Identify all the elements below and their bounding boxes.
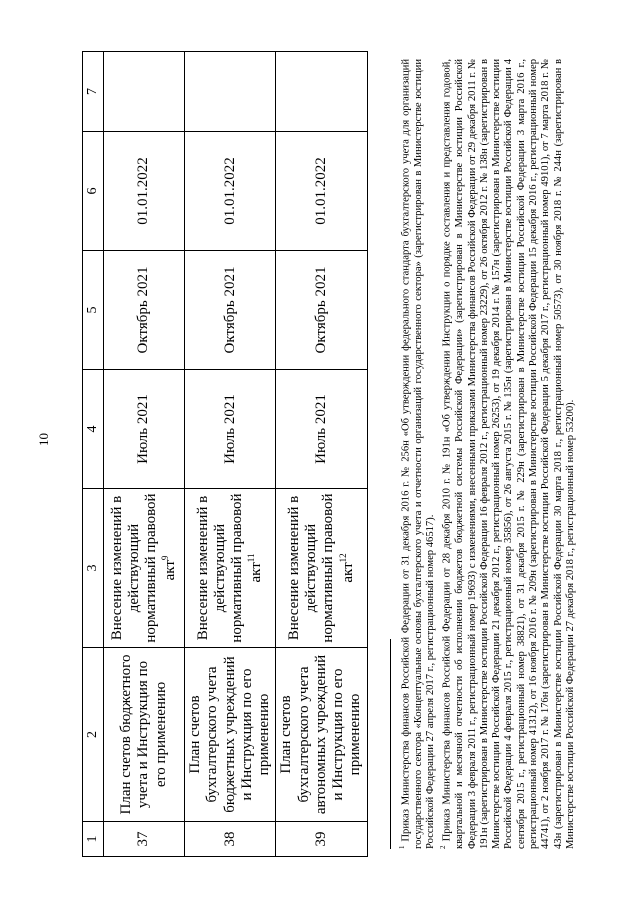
footnotes xyxy=(396,59,577,849)
header-col-6: 6 xyxy=(83,132,104,251)
footnote-text: Приказ Министерства финансов Российской Федерации от 28 декабря 2010 г. № 191н «Об утверждении Инструкции о порядке составления и представления годовой, квартальной и месячной отчетности об исполнении бюджетов бюджетной системы Российской Федерации» (зарегистрирован в Министерстве юстиции Российской Федерации 3 февраля 2011 г., регистрационный номер 19693) с изменениями, внесенными приказами Министерства финансов Российской Федерации от 29 декабря 2011 г. № 191н (зарегистрирован в Министерстве юстиции Российской Федерации 16 февраля 2012 г., регистрационный номер 23229), от 26 октября 2012 г. № 138н (зарегистрирован в Министерстве юстиции Российской Федерации 21 декабря 2012 г., регистрационный номер 26253), от 19 декабря 2014 г. № 157н (зарегистрирован в Министерстве юстиции Российской Федерации 4 февраля 2015 г., регистрационный номер 35856), от 26 августа 2015 г. № 135н (зарегистрирован в Министерстве юстиции Российской Федерации 4 сентября 2015 г., регистрационный номер 38821), от 31 декабря 2015 г. № 229н (зарегистрирован в Министерстве юстиции Российской Федерации 3 марта 2016 г., регистрационный номер 41312), от 16 ноября 2016 г. № 209н (зарегистрирован в Министерстве юстиции Российской Федерации 15 декабря 2016 г., регистрационный номер 44741), от 2 ноября 2017 г. № 176н (зарегистрирован в Министерстве юстиции Российской Федерации 5 декабря 2017 г., регистрационный номер 49101), от 7 марта 2018 г. № 43н (зарегистрирован в Министерстве юстиции Российской Федерации 30 марта 2018 г., регистрационный номер 50573), от 30 ноября 2018 г. № 244н (зарегистрирован в Министерстве юстиции Российской Федерации 27 декабря 2018 г., регистрационный номер 53200). xyxy=(441,59,576,849)
effective-date: 01.01.2022 xyxy=(185,132,276,251)
action-text: Внесение изменений в действующий нормативный правовой акт xyxy=(285,493,356,643)
document-name: План счетов бухгалтерского учета бюджетных учреждений и Инструкция по его применению xyxy=(185,648,276,822)
table-row xyxy=(276,52,367,857)
footnote-mark: 1 xyxy=(398,845,406,849)
note-cell xyxy=(104,52,185,132)
end-date: Октябрь 2021 xyxy=(276,251,367,370)
start-date: Июль 2021 xyxy=(185,370,276,489)
action-cell xyxy=(104,489,185,648)
header-col-7: 7 xyxy=(83,52,104,132)
footnote-ref: 12 xyxy=(337,553,348,563)
note-cell xyxy=(185,52,276,132)
action-text: Внесение изменений в действующий нормативный правовой акт xyxy=(194,493,265,643)
start-date: Июль 2021 xyxy=(104,370,185,489)
start-date: Июль 2021 xyxy=(276,370,367,489)
page-number: 10 xyxy=(36,433,51,446)
header-col-1: 1 xyxy=(83,822,104,857)
plan-table xyxy=(82,51,368,857)
table-header-row xyxy=(83,52,104,857)
table-row xyxy=(185,52,276,857)
row-number: 38 xyxy=(185,822,276,857)
header-col-3: 3 xyxy=(83,489,104,648)
note-cell xyxy=(276,52,367,132)
table-row xyxy=(104,52,185,857)
footnote-ref: 11 xyxy=(246,553,257,563)
footnote xyxy=(396,59,437,849)
action-cell xyxy=(276,489,367,648)
effective-date: 01.01.2022 xyxy=(276,132,367,251)
footnote-divider xyxy=(390,639,391,849)
footnote-text: Приказ Министерства финансов Российской Федерации от 31 декабря 2016 г. № 256н «Об утверждении федерального стандарта бухгалтерского учета для организаций государственного сектора «Концептуальные основы бухгалтерского учета и отчетности организаций государственного сектора» (зарегистрирован в Министерстве юстиции Российской Федерации 27 апреля 2017 г., регистрационный номер 46517). xyxy=(400,59,437,849)
header-col-4: 4 xyxy=(83,370,104,489)
footnote-mark: 2 xyxy=(439,845,448,849)
header-col-2: 2 xyxy=(83,648,104,822)
effective-date: 01.01.2022 xyxy=(104,132,185,251)
end-date: Октябрь 2021 xyxy=(185,251,276,370)
row-number: 39 xyxy=(276,822,367,857)
document-name: План счетов бюджетного учета и Инструкция по его применению xyxy=(104,648,185,822)
footnote xyxy=(437,59,577,849)
footnote-ref: 9 xyxy=(160,555,171,561)
action-text: Внесение изменений в действующий нормативный правовой акт xyxy=(108,493,179,643)
end-date: Октябрь 2021 xyxy=(104,251,185,370)
header-col-5: 5 xyxy=(83,251,104,370)
action-cell xyxy=(185,489,276,648)
row-number: 37 xyxy=(104,822,185,857)
document-name: План счетов бухгалтерского учета автономных учреждений и Инструкция по его применению xyxy=(276,648,367,822)
